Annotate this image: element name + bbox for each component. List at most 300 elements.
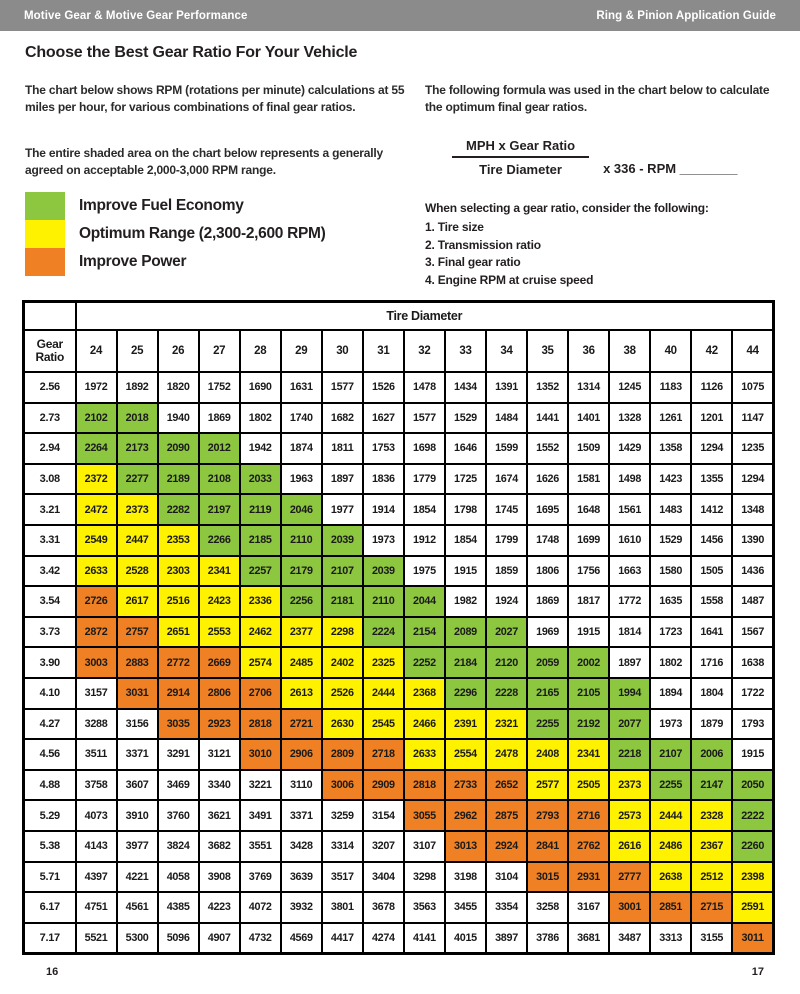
rpm-cell: 3104	[486, 862, 527, 893]
rpm-cell: 1646	[445, 433, 486, 464]
rpm-cell: 2472	[76, 494, 117, 525]
rpm-cell: 1772	[609, 586, 650, 617]
table-row	[24, 709, 774, 740]
rpm-cell: 2486	[650, 831, 691, 862]
rpm-cell: 1352	[527, 372, 568, 403]
tire-diameter-col-header: 42	[691, 330, 732, 372]
rpm-cell: 3340	[199, 770, 240, 801]
rpm-cell: 2282	[158, 494, 199, 525]
table-row	[24, 678, 774, 709]
rpm-cell: 1972	[76, 372, 117, 403]
table-row	[24, 525, 774, 556]
rpm-cell: 2809	[322, 739, 363, 770]
rpm-cell: 1641	[691, 617, 732, 648]
rpm-cell: 2192	[568, 709, 609, 740]
page-number-left: 16	[46, 966, 59, 978]
rpm-cell: 1804	[691, 678, 732, 709]
table-row	[24, 403, 774, 434]
rpm-cell: 2545	[363, 709, 404, 740]
rpm-cell: 1874	[281, 433, 322, 464]
formula-numerator: MPH x Gear Ratio	[452, 138, 589, 158]
rpm-cell: 3154	[363, 800, 404, 831]
rpm-cell: 4907	[199, 923, 240, 954]
rpm-cell: 1982	[445, 586, 486, 617]
rpm-cell: 2110	[281, 525, 322, 556]
rpm-cell: 3563	[404, 892, 445, 923]
rpm-cell: 4397	[76, 862, 117, 893]
rpm-cell: 3031	[117, 678, 158, 709]
rpm-cell: 1802	[240, 403, 281, 434]
formula-intro: The following formula was used in the chart below to calculate the optimum final gear ratios.	[425, 83, 770, 115]
rpm-cell: 1498	[609, 464, 650, 495]
intro-paragraph-2: The entire shaded area on the chart below represents a generally agreed on acceptable 2,000-3,000 RPM range.	[25, 146, 383, 178]
rpm-cell: 3908	[199, 862, 240, 893]
rpm-cell: 1561	[609, 494, 650, 525]
rpm-cell: 2633	[76, 556, 117, 587]
table-row	[24, 617, 774, 648]
rpm-cell: 2516	[158, 586, 199, 617]
legend-swatch-orange	[25, 248, 65, 276]
rpm-cell: 2617	[117, 586, 158, 617]
rpm-cell: 1814	[609, 617, 650, 648]
rpm-cell: 1699	[568, 525, 609, 556]
rpm-cell: 2554	[445, 739, 486, 770]
rpm-cell: 2108	[199, 464, 240, 495]
rpm-cell: 2806	[199, 678, 240, 709]
rpm-cell: 3517	[322, 862, 363, 893]
rpm-cell: 2102	[76, 403, 117, 434]
gear-ratio-cell: 5.71	[24, 862, 76, 893]
rpm-cell: 2423	[199, 586, 240, 617]
rpm-cell: 2914	[158, 678, 199, 709]
gear-ratio-cell: 3.31	[24, 525, 76, 556]
rpm-cell: 3156	[117, 709, 158, 740]
rpm-cell: 1456	[691, 525, 732, 556]
rpm-cell: 4569	[281, 923, 322, 954]
tire-diameter-col-header: 26	[158, 330, 199, 372]
rpm-cell: 2368	[404, 678, 445, 709]
rpm-cell: 2633	[404, 739, 445, 770]
rpm-cell: 4073	[76, 800, 117, 831]
rpm-cell: 1748	[527, 525, 568, 556]
rpm-cell: 2105	[568, 678, 609, 709]
formula-denominator: Tire Diameter	[479, 162, 562, 177]
rpm-cell: 1740	[281, 403, 322, 434]
rpm-cell: 2616	[609, 831, 650, 862]
rpm-cell: 1975	[404, 556, 445, 587]
rpm-cell: 2298	[322, 617, 363, 648]
rpm-cell: 2721	[281, 709, 322, 740]
rpm-cell: 1799	[486, 525, 527, 556]
rpm-cell: 3428	[281, 831, 322, 862]
rpm-cell: 3313	[650, 923, 691, 954]
tire-diameter-col-header: 35	[527, 330, 568, 372]
header-left-title: Motive Gear & Motive Gear Performance	[24, 9, 248, 22]
rpm-cell: 1942	[240, 433, 281, 464]
rpm-cell: 1201	[691, 403, 732, 434]
rpm-cell: 3681	[568, 923, 609, 954]
rpm-cell: 3824	[158, 831, 199, 862]
rpm-cell: 1977	[322, 494, 363, 525]
rpm-cell: 3006	[322, 770, 363, 801]
rpm-cell: 1897	[322, 464, 363, 495]
rpm-cell: 2757	[117, 617, 158, 648]
gear-ratio-cell: 4.56	[24, 739, 76, 770]
rpm-cell: 2266	[199, 525, 240, 556]
rpm-cell: 1854	[445, 525, 486, 556]
rpm-cell: 1806	[527, 556, 568, 587]
rpm-cell: 4223	[199, 892, 240, 923]
rpm-cell: 1722	[732, 678, 773, 709]
rpm-cell: 2181	[322, 586, 363, 617]
rpm-cell: 1811	[322, 433, 363, 464]
rpm-cell: 2107	[322, 556, 363, 587]
rpm-cell: 2260	[732, 831, 773, 862]
tire-diameter-col-header: 44	[732, 330, 773, 372]
rpm-cell: 2883	[117, 647, 158, 678]
rpm-cell: 3760	[158, 800, 199, 831]
rpm-cell: 2777	[609, 862, 650, 893]
rpm-cell: 2002	[568, 647, 609, 678]
rpm-cell: 4751	[76, 892, 117, 923]
rpm-cell: 2325	[363, 647, 404, 678]
rpm-cell: 1973	[650, 709, 691, 740]
rpm-cell: 1879	[691, 709, 732, 740]
rpm-cell: 2179	[281, 556, 322, 587]
tire-diameter-col-header: 36	[568, 330, 609, 372]
rpm-cell: 1401	[568, 403, 609, 434]
rpm-cell: 2107	[650, 739, 691, 770]
table-row	[24, 556, 774, 587]
rpm-cell: 1793	[732, 709, 773, 740]
rpm-cell: 3354	[486, 892, 527, 923]
rpm-cell: 2398	[732, 862, 773, 893]
rpm-cell: 1915	[732, 739, 773, 770]
rpm-cell: 1963	[281, 464, 322, 495]
tire-diameter-header: Tire Diameter	[76, 302, 774, 331]
gear-ratio-cell: 2.73	[24, 403, 76, 434]
rpm-cell: 1892	[117, 372, 158, 403]
rpm-cell: 3786	[527, 923, 568, 954]
intro-paragraph-1: The chart below shows RPM (rotations per minute) calculations at 55 miles per hour, for various combinations of final gear ratios.	[25, 83, 405, 115]
rpm-cell: 2341	[199, 556, 240, 587]
rpm-cell: 3121	[199, 739, 240, 770]
rpm-cell: 2050	[732, 770, 773, 801]
rpm-cell: 4015	[445, 923, 486, 954]
rpm-cell: 2046	[281, 494, 322, 525]
rpm-cell: 1509	[568, 433, 609, 464]
formula	[452, 138, 738, 177]
rpm-cell: 1487	[732, 586, 773, 617]
tire-diameter-col-header: 31	[363, 330, 404, 372]
considerations-title: When selecting a gear ratio, consider the following:	[425, 201, 709, 215]
rpm-cell: 2818	[404, 770, 445, 801]
rpm-cell: 2006	[691, 739, 732, 770]
rpm-cell: 2228	[486, 678, 527, 709]
rpm-cell: 2059	[527, 647, 568, 678]
consideration-item: 1. Tire size	[425, 220, 484, 234]
rpm-cell: 2444	[363, 678, 404, 709]
gear-ratio-cell: 7.17	[24, 923, 76, 954]
rpm-cell: 1484	[486, 403, 527, 434]
rpm-cell: 1940	[158, 403, 199, 434]
rpm-cell: 1610	[609, 525, 650, 556]
rpm-cell: 1245	[609, 372, 650, 403]
rpm-cell: 1635	[650, 586, 691, 617]
rpm-cell: 2553	[199, 617, 240, 648]
tire-diameter-col-header: 34	[486, 330, 527, 372]
rpm-cell: 3011	[732, 923, 773, 954]
rpm-cell: 1075	[732, 372, 773, 403]
rpm-cell: 3013	[445, 831, 486, 862]
rpm-cell: 2923	[199, 709, 240, 740]
rpm-cell: 2549	[76, 525, 117, 556]
rpm-cell: 3932	[281, 892, 322, 923]
gear-ratio-cell: 3.73	[24, 617, 76, 648]
rpm-cell: 1915	[445, 556, 486, 587]
rpm-cell: 2255	[527, 709, 568, 740]
rpm-cell: 4143	[76, 831, 117, 862]
rpm-cell: 3910	[117, 800, 158, 831]
table-row	[24, 494, 774, 525]
rpm-cell: 3682	[199, 831, 240, 862]
rpm-cell: 1390	[732, 525, 773, 556]
gear-ratio-cell: 3.90	[24, 647, 76, 678]
rpm-cell: 2039	[322, 525, 363, 556]
rpm-cell: 2255	[650, 770, 691, 801]
rpm-cell: 3198	[445, 862, 486, 893]
gear-ratio-cell: 4.88	[24, 770, 76, 801]
rpm-cell: 3769	[240, 862, 281, 893]
rpm-cell: 1869	[199, 403, 240, 434]
rpm-cell: 3469	[158, 770, 199, 801]
rpm-cell: 1915	[568, 617, 609, 648]
rpm-cell: 1526	[363, 372, 404, 403]
rpm-cell: 1567	[732, 617, 773, 648]
considerations-list	[425, 219, 785, 289]
rpm-cell: 2197	[199, 494, 240, 525]
table-row	[24, 739, 774, 770]
rpm-cell: 4732	[240, 923, 281, 954]
rpm-cell: 1358	[650, 433, 691, 464]
formula-fraction	[452, 138, 589, 177]
tire-diameter-col-header: 28	[240, 330, 281, 372]
legend-swatch-green	[25, 192, 65, 220]
rpm-cell: 1836	[363, 464, 404, 495]
rpm-cell: 1725	[445, 464, 486, 495]
rpm-cell: 2224	[363, 617, 404, 648]
rpm-cell: 1969	[527, 617, 568, 648]
rpm-cell: 1577	[322, 372, 363, 403]
rpm-cell: 2638	[650, 862, 691, 893]
rpm-cell: 1912	[404, 525, 445, 556]
rpm-cell: 2341	[568, 739, 609, 770]
rpm-cell: 2336	[240, 586, 281, 617]
rpm-cell: 1698	[404, 433, 445, 464]
rpm-cell: 1261	[650, 403, 691, 434]
rpm-cell: 1314	[568, 372, 609, 403]
rpm-cell: 2715	[691, 892, 732, 923]
rpm-cell: 2574	[240, 647, 281, 678]
rpm-cell: 1859	[486, 556, 527, 587]
rpm-cell: 1745	[486, 494, 527, 525]
rpm-cell: 2485	[281, 647, 322, 678]
rpm-cell: 1558	[691, 586, 732, 617]
formula-suffix: x 336 - RPM ________	[603, 161, 738, 176]
rpm-cell: 3110	[281, 770, 322, 801]
rpm-cell: 2218	[609, 739, 650, 770]
rpm-cell: 1423	[650, 464, 691, 495]
legend-item-improve-power	[25, 248, 326, 276]
rpm-cell: 2264	[76, 433, 117, 464]
rpm-cell: 3001	[609, 892, 650, 923]
rpm-cell: 2706	[240, 678, 281, 709]
rpm-cell: 1529	[445, 403, 486, 434]
rpm-cell: 1626	[527, 464, 568, 495]
gear-ratio-cell: 6.17	[24, 892, 76, 923]
rpm-cell: 1434	[445, 372, 486, 403]
rpm-cell: 2875	[486, 800, 527, 831]
gear-ratio-cell: 3.42	[24, 556, 76, 587]
rpm-cell: 2185	[240, 525, 281, 556]
rpm-cell: 2841	[527, 831, 568, 862]
rpm-cell: 2147	[691, 770, 732, 801]
rpm-cell: 2256	[281, 586, 322, 617]
rpm-cell: 2377	[281, 617, 322, 648]
rpm-cell: 2478	[486, 739, 527, 770]
gear-ratio-cell: 3.21	[24, 494, 76, 525]
rpm-cell: 1577	[404, 403, 445, 434]
rpm-cell: 2367	[691, 831, 732, 862]
rpm-cell: 1820	[158, 372, 199, 403]
rpm-cell: 2408	[527, 739, 568, 770]
rpm-cell: 2466	[404, 709, 445, 740]
rpm-cell: 2851	[650, 892, 691, 923]
rpm-cell: 2154	[404, 617, 445, 648]
rpm-cell: 2089	[445, 617, 486, 648]
gear-ratio-header: Gear Ratio	[24, 330, 76, 372]
rpm-cell: 1429	[609, 433, 650, 464]
rpm-cell: 1478	[404, 372, 445, 403]
rpm-cell: 4274	[363, 923, 404, 954]
rpm-cell: 2373	[609, 770, 650, 801]
rpm-cell: 2462	[240, 617, 281, 648]
rpm-cell: 2652	[486, 770, 527, 801]
rpm-cell: 2613	[281, 678, 322, 709]
rpm-cell: 1663	[609, 556, 650, 587]
table-row	[24, 862, 774, 893]
legend-item-optimum-range	[25, 220, 326, 248]
rpm-cell: 2444	[650, 800, 691, 831]
rpm-cell: 1529	[650, 525, 691, 556]
rpm-cell: 1695	[527, 494, 568, 525]
tire-diameter-col-header: 25	[117, 330, 158, 372]
tire-diameter-col-header: 24	[76, 330, 117, 372]
legend-label: Improve Power	[79, 253, 187, 270]
rpm-cell: 3758	[76, 770, 117, 801]
rpm-cell: 1753	[363, 433, 404, 464]
rpm-cell: 2044	[404, 586, 445, 617]
tire-diameter-col-header: 27	[199, 330, 240, 372]
rpm-cell: 2119	[240, 494, 281, 525]
table-row	[24, 831, 774, 862]
rpm-cell: 3639	[281, 862, 322, 893]
rpm-cell: 4072	[240, 892, 281, 923]
rpm-cell: 2906	[281, 739, 322, 770]
header-right-title: Ring & Pinion Application Guide	[596, 9, 776, 22]
rpm-cell: 1235	[732, 433, 773, 464]
legend-item-fuel-economy	[25, 192, 326, 220]
rpm-cell: 1391	[486, 372, 527, 403]
rpm-cell: 3035	[158, 709, 199, 740]
rpm-cell: 1817	[568, 586, 609, 617]
table-row	[24, 647, 774, 678]
rpm-cell: 2818	[240, 709, 281, 740]
rpm-cell: 2630	[322, 709, 363, 740]
rpm-cell: 2528	[117, 556, 158, 587]
table-row	[24, 464, 774, 495]
rpm-cell: 2793	[527, 800, 568, 831]
consideration-item: 2. Transmission ratio	[425, 237, 541, 252]
rpm-cell: 1355	[691, 464, 732, 495]
rpm-cell: 2321	[486, 709, 527, 740]
rpm-cell: 2252	[404, 647, 445, 678]
rpm-cell: 2762	[568, 831, 609, 862]
page-title: Choose the Best Gear Ratio For Your Vehicle	[25, 44, 358, 61]
rpm-cell: 2173	[117, 433, 158, 464]
rpm-cell: 2772	[158, 647, 199, 678]
rpm-cell: 1752	[199, 372, 240, 403]
rpm-cell: 3207	[363, 831, 404, 862]
table-body	[24, 302, 774, 954]
gear-ratio-cell: 2.94	[24, 433, 76, 464]
rpm-cell: 2189	[158, 464, 199, 495]
rpm-cell: 1505	[691, 556, 732, 587]
rpm-cell: 2924	[486, 831, 527, 862]
header-bar	[0, 0, 800, 31]
rpm-cell: 1690	[240, 372, 281, 403]
rpm-cell: 2372	[76, 464, 117, 495]
table-row	[24, 586, 774, 617]
rpm-cell: 3551	[240, 831, 281, 862]
rpm-cell: 3511	[76, 739, 117, 770]
rpm-cell: 3298	[404, 862, 445, 893]
gear-ratio-cell: 3.08	[24, 464, 76, 495]
gear-ratio-cell: 2.56	[24, 372, 76, 403]
rpm-cell: 1648	[568, 494, 609, 525]
rpm-cell: 1779	[404, 464, 445, 495]
rpm-cell: 3258	[527, 892, 568, 923]
rpm-cell: 2391	[445, 709, 486, 740]
rpm-cell: 1798	[445, 494, 486, 525]
rpm-cell: 1914	[363, 494, 404, 525]
legend-swatch-yellow	[25, 220, 65, 248]
rpm-cell: 3404	[363, 862, 404, 893]
rpm-cell: 2402	[322, 647, 363, 678]
table-row	[24, 923, 774, 954]
rpm-cell: 1483	[650, 494, 691, 525]
gear-ratio-cell: 4.10	[24, 678, 76, 709]
rpm-cell: 2505	[568, 770, 609, 801]
rpm-cell: 1894	[650, 678, 691, 709]
rpm-cell: 3167	[568, 892, 609, 923]
table-row	[24, 372, 774, 403]
rpm-cell: 2222	[732, 800, 773, 831]
tire-diameter-col-header: 40	[650, 330, 691, 372]
rpm-cell: 3678	[363, 892, 404, 923]
rpm-cell: 1994	[609, 678, 650, 709]
rpm-cell: 5096	[158, 923, 199, 954]
